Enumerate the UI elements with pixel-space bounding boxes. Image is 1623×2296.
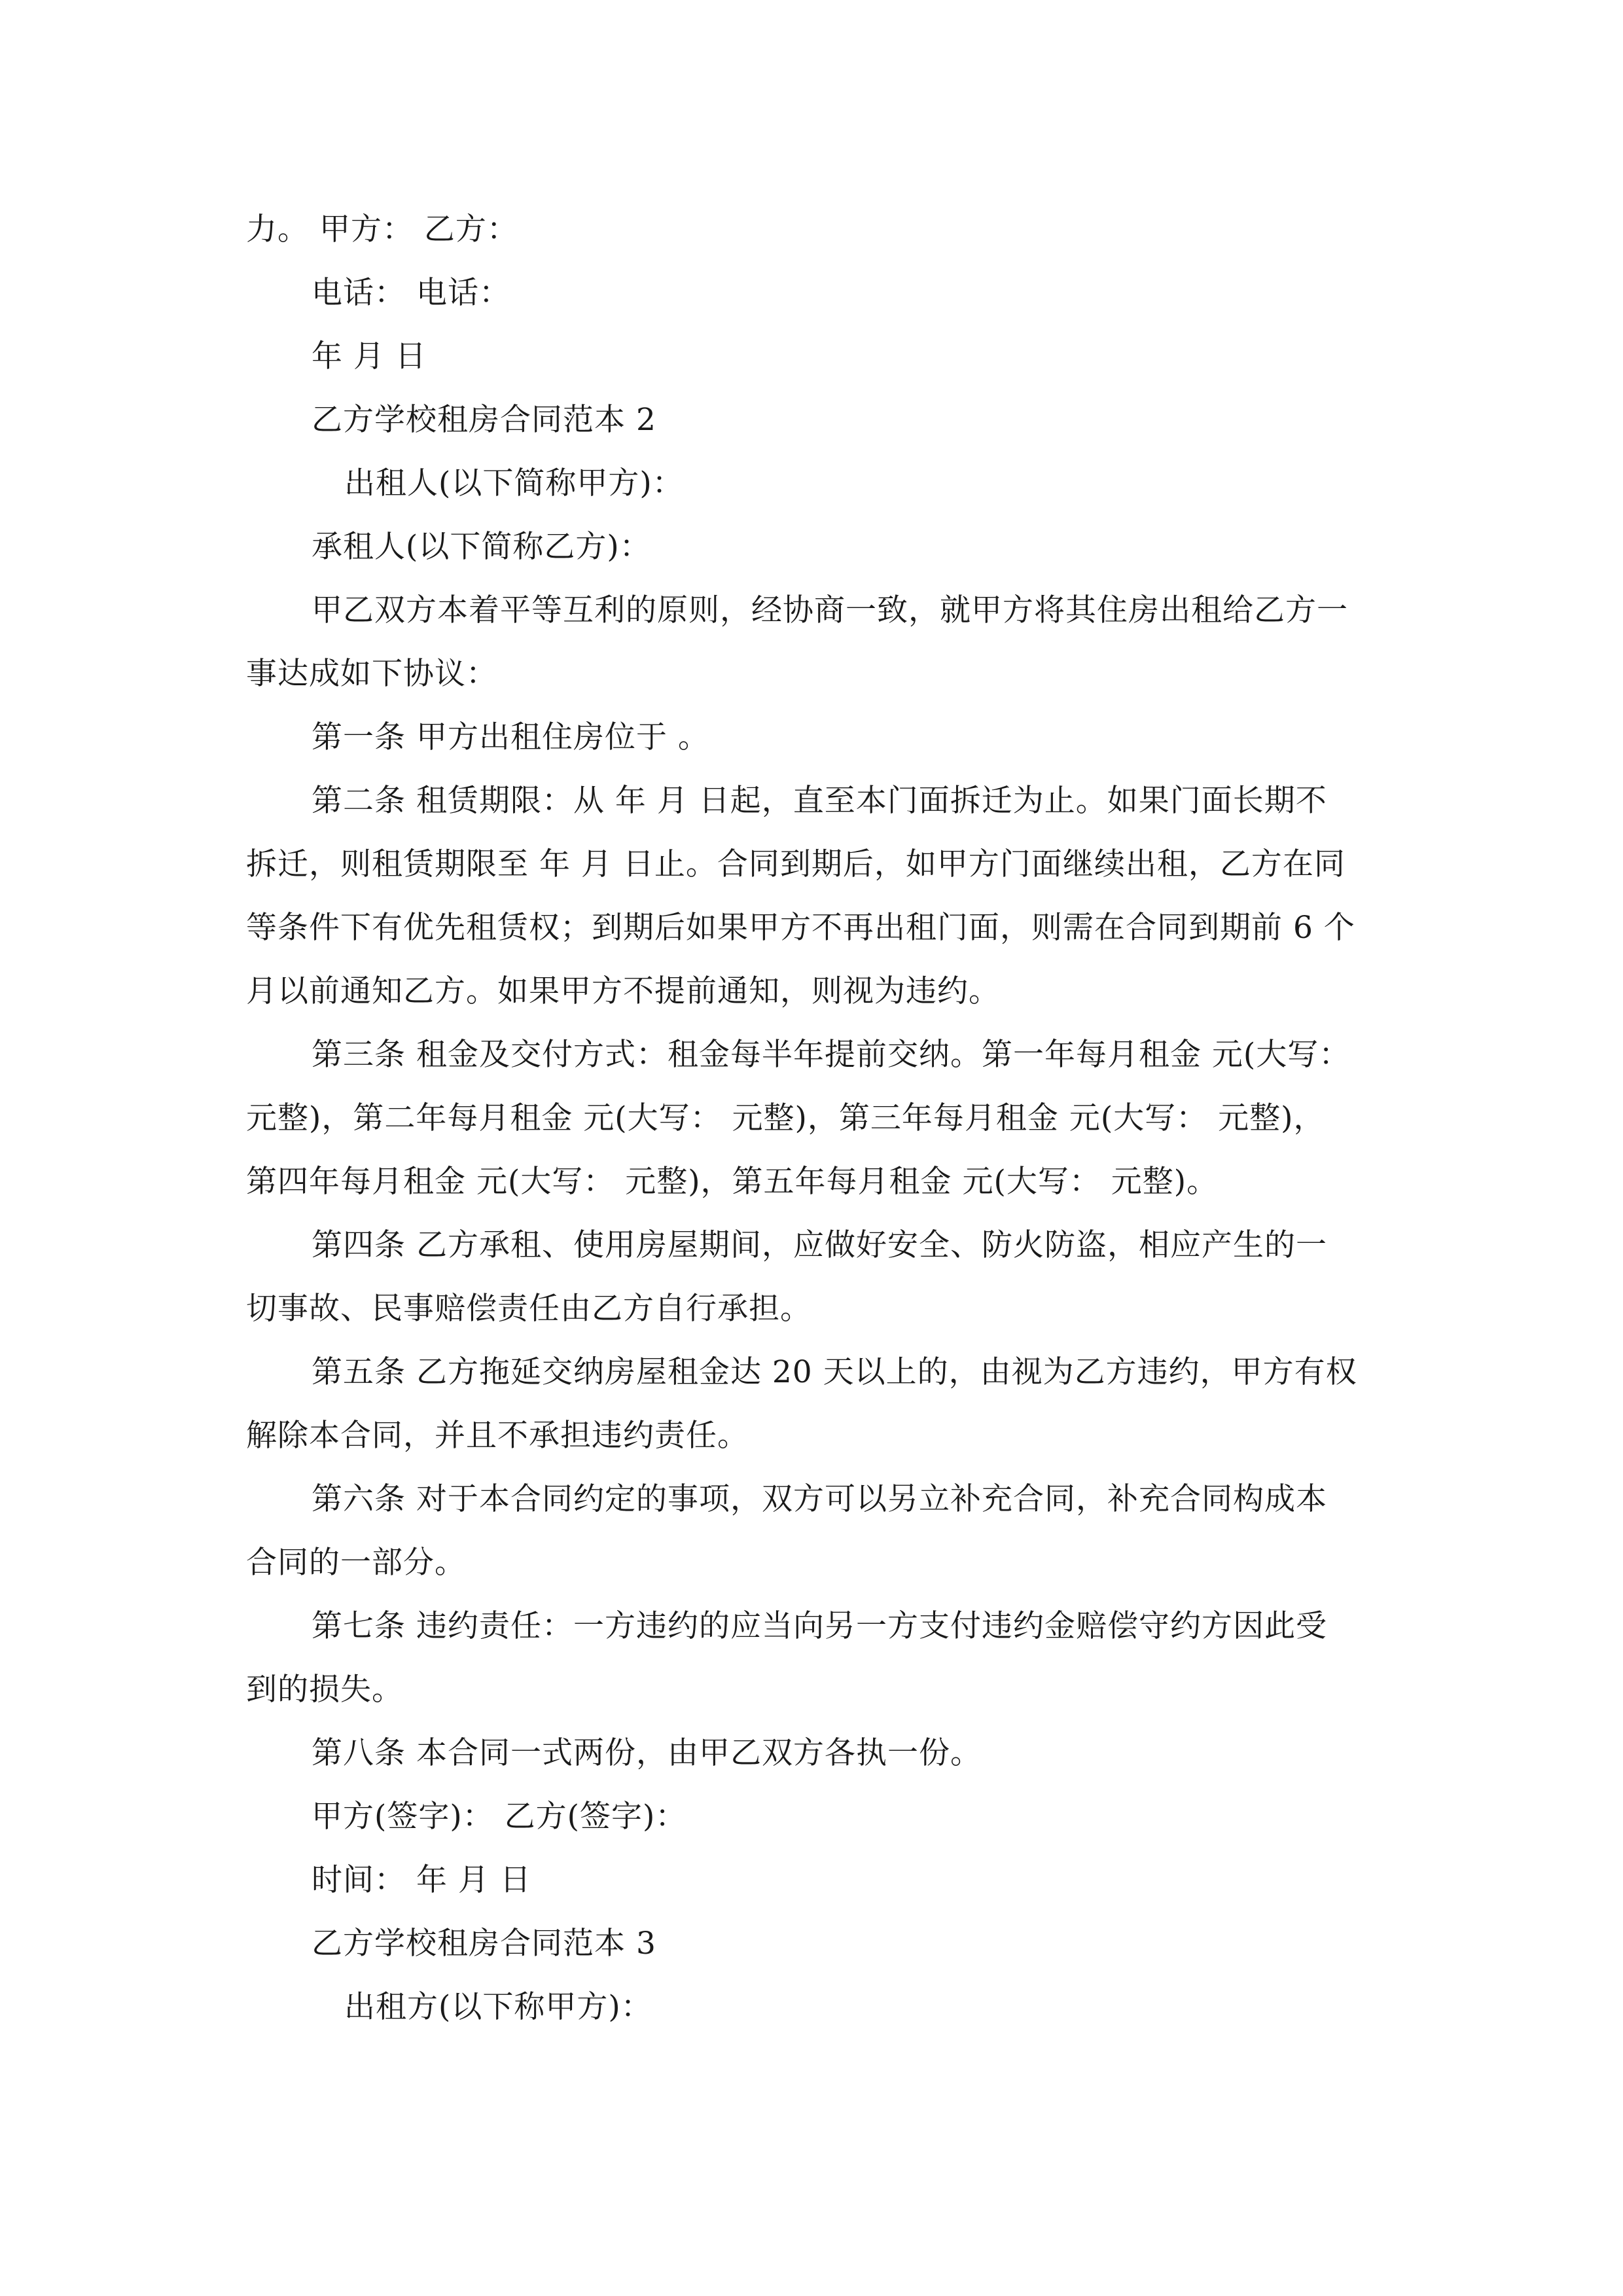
clause-2: 第二条 租赁期限：从 年 月 日起，直至本门面拆迁为止。如果门面长期不 [312, 783, 1327, 819]
clause-6: 第六条 对于本合同约定的事项，双方可以另立补充合同，补充合同构成本 [312, 1481, 1327, 1517]
text-line: 承租人(以下简称乙方)： [312, 529, 651, 565]
text-line: 出租方(以下称甲方)： [344, 1989, 652, 2025]
text-line: 等条件下有优先租赁权；到期后如果甲方不再出租门面，则需在合同到期前 6 个 [246, 910, 1355, 946]
text-line: 合同的一部分。 [246, 1545, 466, 1581]
section-title: 乙方学校租房合同范本 2 [312, 402, 656, 438]
section-title: 乙方学校租房合同范本 3 [312, 1926, 656, 1962]
clause-3: 第三条 租金及交付方式：租金每半年提前交纳。第一年每月租金 元(大写： [312, 1037, 1351, 1073]
text-line: 到的损失。 [246, 1672, 403, 1708]
clause-4: 第四条 乙方承租、使用房屋期间，应做好安全、防火防盗，相应产生的一 [312, 1227, 1327, 1263]
text-line: 力。 甲方： 乙方： [246, 211, 518, 247]
text-line: 元整)，第二年每月租金 元(大写： 元整)，第三年每月租金 元(大写： 元整)， [246, 1100, 1325, 1136]
clause-5: 第五条 乙方拖延交纳房屋租金达 20 天以上的，由视为乙方违约，甲方有权 [312, 1354, 1357, 1390]
text-line: 解除本合同，并且不承担违约责任。 [246, 1418, 749, 1454]
date-line: 时间： 年 月 日 [312, 1862, 531, 1898]
text-line: 甲乙双方本着平等互利的原则，经协商一致，就甲方将其住房出租给乙方一 [312, 592, 1348, 628]
clause-7: 第七条 违约责任：一方违约的应当向另一方支付违约金赔偿守约方因此受 [312, 1608, 1327, 1644]
text-line: 切事故、民事赔偿责任由乙方自行承担。 [246, 1291, 812, 1327]
text-line: 年 月 日 [312, 338, 427, 374]
text-line: 第四年每月租金 元(大写： 元整)，第五年每月租金 元(大写： 元整)。 [246, 1164, 1219, 1200]
text-line: 电话： 电话： [312, 275, 510, 311]
text-line: 拆迁，则租赁期限至 年 月 日止。合同到期后，如甲方门面继续出租，乙方在同 [246, 846, 1346, 882]
clause-8: 第八条 本合同一式两份，由甲乙双方各执一份。 [312, 1735, 982, 1771]
signature-line: 甲方(签字)： 乙方(签字)： [312, 1799, 687, 1835]
clause-1: 第一条 甲方出租住房位于 。 [312, 719, 709, 755]
text-line: 出租人(以下简称甲方)： [344, 465, 684, 501]
text-line: 月以前通知乙方。如果甲方不提前通知，则视为违约。 [246, 973, 1000, 1009]
text-line: 事达成如下协议： [246, 656, 497, 692]
